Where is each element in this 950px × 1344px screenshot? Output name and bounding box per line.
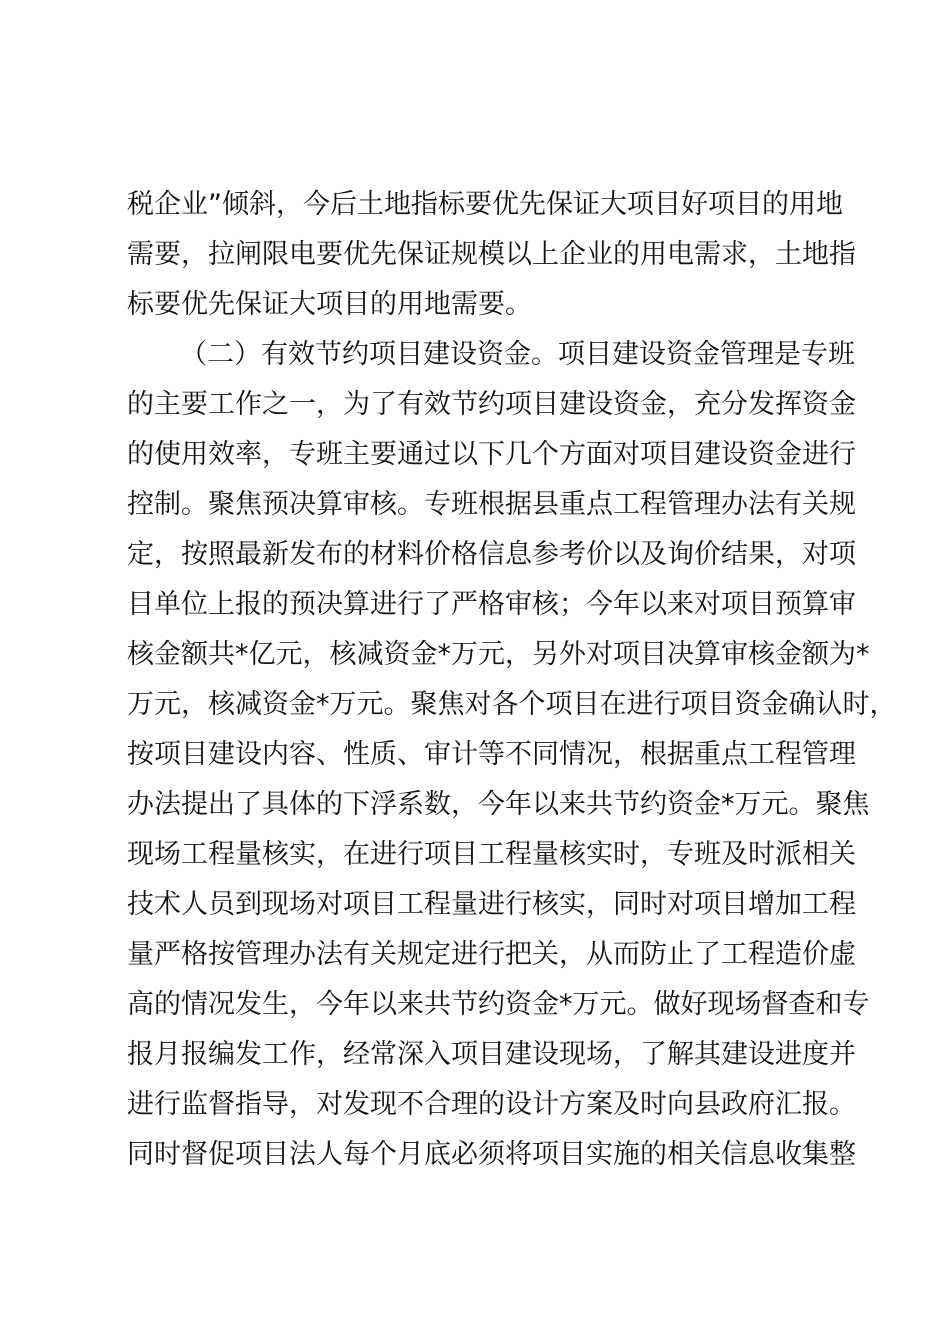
text-line: 万元，核减资金*万元。聚焦对各个项目在进行项目资金确认时，: [127, 689, 897, 720]
text-line: 进行监督指导，对发现不合理的设计方案及时向县政府汇报。: [127, 1089, 856, 1120]
text-line: 同时督促项目法人每个月底必须将项目实施的相关信息收集整: [127, 1139, 856, 1170]
text-line: 现场工程量核实，在进行项目工程量核实时，专班及时派相关: [127, 839, 856, 870]
text-line: 需要，拉闸限电要优先保证规模以上企业的用电需求，土地指: [127, 239, 856, 270]
text-line: 控制。聚焦预决算审核。专班根据县重点工程管理办法有关规: [127, 489, 856, 520]
text-line: 报月报编发工作，经常深入项目建设现场，了解其建设进度并: [127, 1039, 856, 1070]
text-line: 标要优先保证大项目的用地需要。: [127, 289, 532, 320]
text-line: 核金额共*亿元，核减资金*万元，另外对项目决算审核金额为*: [127, 639, 870, 670]
text-line: 税企业”倾斜，今后土地指标要优先保证大项目好项目的用地: [127, 189, 843, 220]
text-line: 的主要工作之一，为了有效节约项目建设资金，充分发挥资金: [127, 389, 856, 420]
text-line: 的使用效率，专班主要通过以下几个方面对项目建设资金进行: [127, 439, 856, 470]
text-line: 定，按照最新发布的材料价格信息参考价以及询价结果，对项: [127, 539, 856, 570]
text-line: 目单位上报的预决算进行了严格审核；今年以来对项目预算审: [127, 589, 856, 620]
text-line: 技术人员到现场对项目工程量进行核实，同时对项目增加工程: [127, 889, 856, 920]
section-heading-line: （二）有效节约项目建设资金。项目建设资金管理是专班: [180, 339, 855, 370]
text-line: 量严格按管理办法有关规定进行把关，从而防止了工程造价虚: [127, 939, 856, 970]
text-line: 高的情况发生，今年以来共节约资金*万元。做好现场督查和专: [127, 989, 870, 1020]
text-line: 按项目建设内容、性质、审计等不同情况，根据重点工程管理: [127, 739, 856, 770]
text-line: 办法提出了具体的下浮系数，今年以来共节约资金*万元。聚焦: [127, 789, 870, 820]
